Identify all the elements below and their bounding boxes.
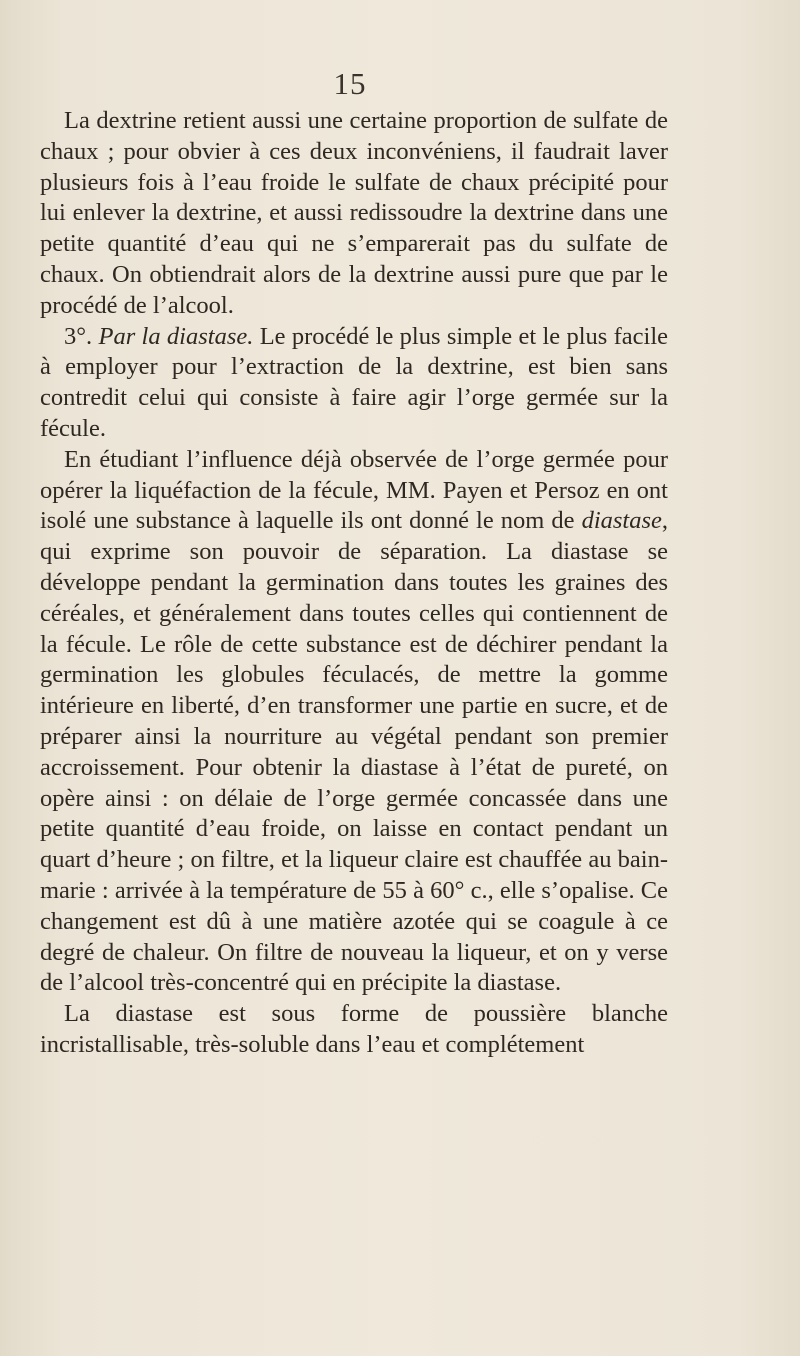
paragraph-text: Le procédé le plus simple et le plus facile à employer pour l’extraction de la dextrine, est bien sans contredit celui qui consiste à faire agir l’orge germée sur la fécule. xyxy=(40,322,668,442)
paragraph-text-before: En étudiant l’influence déjà observée de l’orge germée pour opérer la liquéfaction de la fécule, MM. Payen et Persoz en ont isolé une substance à laquelle ils ont donné le nom de xyxy=(40,445,668,535)
paragraph-diastase-method xyxy=(40,322,668,445)
page-body xyxy=(40,106,668,1061)
page-number: 15 xyxy=(333,66,367,101)
paragraph-text-after: , qui exprime son pouvoir de séparation. La diastase se développe pendant la germination dans toutes les graines des céréales, et généralement dans toutes celles qui contiennent de la fécule. Le rôle de cette substance est de déchirer pendant la germination les globules féculacés, de mettre la gomme intérieure en liberté, d’en transformer une partie en sucre, et de préparer ainsi la nourriture au végétal pendant son premier accroissement. Pour obtenir la diastase à l’état de pureté, on opère ainsi : on délaie de l’orge germée concassée dans une petite quantité d’eau froide, on laisse en contact pendant un quart d’heure ; on filtre, et la liqueur claire est chauffée au bain-marie : arrivée à la température de 55 à 60° c., elle s’opalise. Ce changement est dû à une matière azotée qui se coagule à ce degré de chaleur. On filtre de nouveau la liqueur, et on y verse de l’alcool très-concentré qui en précipite la diastase. xyxy=(40,507,669,997)
paragraph-dextrine-purification: La dextrine retient aussi une certaine proportion de sulfate de chaux ; pour obvier à ces deux inconvéniens, il faudrait laver plusieurs fois à l’eau froide le sulfate de chaux précipité pour lui enlever la dextrine, et aussi redissoudre la dextrine dans une petite quantité d’eau qui ne s’emparerait pas du sulfate de chaux. On obtiendrait alors de la dextrine aussi pure que par le procédé de l’alcool. xyxy=(40,107,668,319)
paragraph-diastase-description xyxy=(40,445,668,999)
paragraph-diastase-properties: La diastase est sous forme de poussière blanche incristallisable, très-soluble dans l’eau et complétement xyxy=(40,1000,668,1058)
italic-term: diastase xyxy=(581,507,662,535)
section-number: 3°. xyxy=(64,322,93,350)
section-heading: Par la diastase. xyxy=(98,322,254,350)
